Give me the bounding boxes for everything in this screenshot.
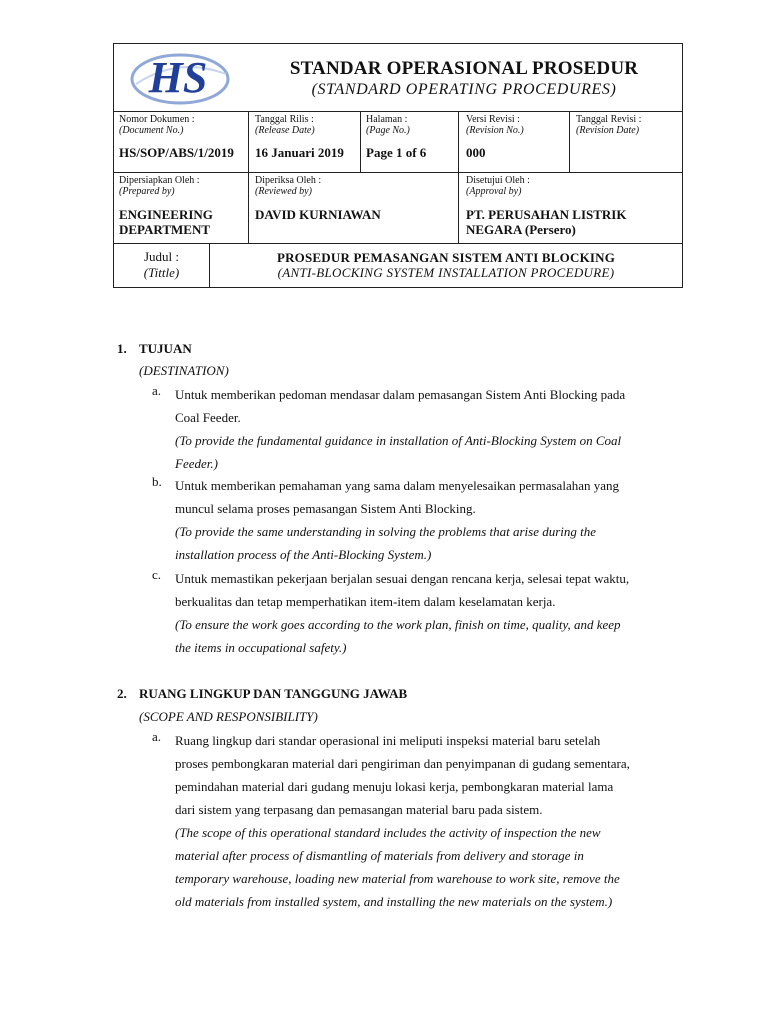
prepared-by-value	[119, 207, 247, 237]
page-no-value: Page 1 of 6	[366, 145, 427, 160]
section-title: TUJUAN	[139, 341, 192, 356]
paragraph-line: Ruang lingkup dari standar operasional ini meliputi inspeksi material baru setelah	[175, 733, 601, 748]
approved-by-label: Disetujui Oleh :	[466, 175, 530, 186]
release-date-value: 16 Januari 2019	[255, 145, 344, 160]
doc-no-cell	[119, 114, 247, 160]
release-date-cell	[255, 114, 359, 160]
prepared-by-label: Dipersiapkan Oleh :	[119, 175, 200, 186]
document-header-table	[113, 43, 683, 288]
doc-no-label-en: (Document No.)	[119, 125, 184, 136]
section-heading	[117, 341, 192, 357]
divider	[248, 111, 249, 243]
revision-date-cell	[576, 114, 680, 145]
document-title-block	[244, 58, 684, 100]
paragraph-line-en: (To provide the fundamental guidance in installation of Anti-Blocking System on Coal	[175, 433, 622, 448]
section-number: 1.	[117, 341, 127, 356]
approved-by-value-line: PT. PERUSAHAN LISTRIK	[466, 207, 627, 222]
divider	[458, 111, 459, 243]
section-heading	[117, 686, 407, 702]
list-item-letter: a.	[152, 729, 162, 744]
release-date-label: Tanggal Rilis :	[255, 114, 314, 125]
list-item-letter: c.	[152, 567, 162, 582]
divider	[114, 172, 682, 173]
title-label: Judul :	[143, 249, 180, 264]
reviewed-by-cell	[255, 175, 455, 222]
company-logo	[122, 48, 234, 110]
prepared-by-label-en: (Prepared by)	[119, 186, 175, 197]
section-title: RUANG LINGKUP DAN TANGGUNG JAWAB	[139, 686, 408, 701]
page-no-label-en: (Page No.)	[366, 125, 410, 136]
paragraph-line: Untuk memastikan pekerjaan berjalan sesuai dengan rencana kerja, selesai tepat waktu,	[175, 571, 630, 586]
section-title-en: (SCOPE AND RESPONSIBILITY)	[139, 709, 318, 724]
paragraph-line-en: (To provide the same understanding in solving the problems that arise during the	[175, 524, 597, 539]
release-date-label-en: (Release Date)	[255, 125, 315, 136]
title-label-en: (Tittle)	[143, 265, 180, 280]
approved-by-cell	[466, 175, 680, 237]
approved-by-label-en: (Approval by)	[466, 186, 522, 197]
paragraph-line-en: old materials from installed system, and installing the new materials on the system.)	[175, 894, 613, 909]
paragraph-line-en: installation process of the Anti-Blocking System.)	[175, 547, 432, 562]
list-item-letter: a.	[152, 383, 162, 398]
paragraph-line-en: (To ensure the work goes according to the work plan, finish on time, quality, and keep	[175, 617, 621, 632]
paragraph-line: berkualitas dan tetap memperhatikan item-item dalam keselamatan kerja.	[175, 594, 556, 609]
paragraph-line: dari sistem yang terpasang dan pemasangan material baru pada sistem.	[175, 802, 543, 817]
revision-no-label: Versi Revisi :	[466, 114, 520, 125]
reviewed-by-value: DAVID KURNIAWAN	[255, 207, 381, 222]
section-number: 2.	[117, 686, 127, 701]
paragraph-line: Coal Feeder.	[175, 410, 241, 425]
svg-text:HS: HS	[148, 53, 208, 102]
revision-date-label-en: (Revision Date)	[576, 125, 640, 136]
procedure-title-cell	[209, 250, 683, 280]
prepared-by-cell	[119, 175, 247, 237]
sop-title: STANDAR OPERASIONAL PROSEDUR	[289, 58, 639, 79]
doc-no-value: HS/SOP/ABS/1/2019	[119, 145, 234, 160]
paragraph-line-en: (The scope of this operational standard includes the activity of inspection the new	[175, 825, 601, 840]
procedure-title: PROSEDUR PEMASANGAN SISTEM ANTI BLOCKING	[276, 250, 616, 265]
divider	[569, 111, 570, 172]
list-item-letter: b.	[152, 474, 162, 489]
sop-subtitle: (STANDARD OPERATING PROCEDURES)	[311, 81, 617, 98]
reviewed-by-label-en: (Reviewed by)	[255, 186, 312, 197]
paragraph-line-en: Feeder.)	[175, 456, 218, 471]
page-no-cell	[366, 114, 456, 160]
revision-no-label-en: (Revision No.)	[466, 125, 524, 136]
divider	[360, 111, 361, 172]
paragraph-line-en: temporary warehouse, loading new material from warehouse to work site, remove the	[175, 871, 620, 886]
divider	[114, 111, 682, 112]
page-no-label: Halaman :	[366, 114, 408, 125]
procedure-title-en: (ANTI-BLOCKING SYSTEM INSTALLATION PROCEDURE)	[277, 265, 615, 280]
prepared-by-value-line: DEPARTMENT	[119, 222, 211, 237]
paragraph-line-en: the items in occupational safety.)	[175, 640, 347, 655]
paragraph-line: muncul selama proses pemasangan Sistem Anti Blocking.	[175, 501, 476, 516]
paragraph-line: proses pembongkaran material dari pengiriman dan penyimpanan di gudang sementara,	[175, 756, 630, 771]
doc-no-label: Nomor Dokumen :	[119, 114, 195, 125]
paragraph-line: pemindahan material dari gudang menuju lokasi kerja, pembongkaran material lama	[175, 779, 614, 794]
paragraph-line: Untuk memberikan pedoman mendasar dalam pemasangan Sistem Anti Blocking pada	[175, 387, 626, 402]
revision-no-cell	[466, 114, 568, 160]
section-title-en: (DESTINATION)	[139, 363, 229, 378]
approved-by-value-line: NEGARA (Persero)	[466, 222, 576, 237]
reviewed-by-label: Diperiksa Oleh :	[255, 175, 322, 186]
divider	[114, 243, 682, 244]
paragraph-line: Untuk memberikan pemahaman yang sama dalam menyelesaikan permasalahan yang	[175, 478, 619, 493]
revision-no-value: 000	[466, 145, 486, 160]
revision-date-label: Tanggal Revisi :	[576, 114, 642, 125]
approved-by-value	[466, 207, 680, 237]
prepared-by-value-line: ENGINEERING	[119, 207, 213, 222]
paragraph-line-en: material after process of dismantling of materials from delivery and storage in	[175, 848, 584, 863]
title-label-cell	[114, 249, 209, 281]
